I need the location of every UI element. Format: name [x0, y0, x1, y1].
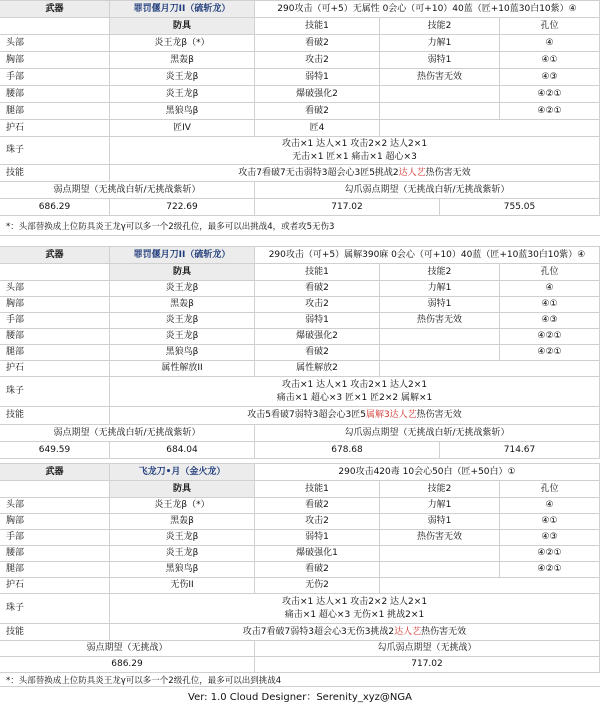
arms-skill1: 弱特1	[255, 530, 380, 546]
head-skill2: 力解1	[380, 281, 500, 297]
head-armor: 炎王龙β	[110, 281, 255, 297]
chest-skill1: 攻击2	[255, 52, 380, 69]
arms-armor: 炎王龙β	[110, 313, 255, 329]
skills-extra: 热伤害无效	[416, 410, 462, 420]
skill1-header: 技能1	[255, 18, 380, 35]
charm-blank	[380, 361, 600, 377]
arms-armor: 炎王龙β	[110, 530, 255, 546]
arms-skill2: 热伤害无效	[380, 69, 500, 86]
arms-label: 手部	[0, 530, 110, 546]
chest-armor: 黑轰β	[110, 297, 255, 313]
expectation-value: 717.02	[255, 657, 600, 673]
expectation-label-b: 勾爪弱点期望（无挑战白斩/无挑战紫斩）	[255, 182, 600, 199]
deco-line-2: 无击×1 匠×1 痛击×1 超心×3	[292, 151, 417, 162]
weapon-name: 罪罚偃月刀II（硫斩龙）	[110, 246, 255, 264]
deco-list	[110, 377, 600, 407]
head-skill2: 力解1	[380, 498, 500, 514]
deco-list	[110, 137, 600, 165]
header-blank	[0, 18, 110, 35]
header-blank	[0, 481, 110, 498]
waist-skill1: 爆破强化2	[255, 86, 380, 103]
chest-armor: 黑轰β	[110, 514, 255, 530]
armor-header: 防具	[110, 264, 255, 281]
weapon-stats: 290攻击（可+5）属解390麻 0会心（可+10）40蓝（匠+10蓝30白10紫）④	[255, 246, 600, 264]
head-label: 头部	[0, 498, 110, 514]
expectation-value: 686.29	[0, 657, 255, 673]
expectation-label-b: 勾爪弱点期望（无挑战白斩/无挑战紫斩）	[255, 425, 600, 442]
head-armor: 炎王龙β（*）	[110, 35, 255, 52]
legs-slots: ④②①	[500, 345, 600, 361]
expectation-value: 686.29	[0, 199, 110, 216]
weapon-label: 武器	[0, 0, 110, 18]
arms-skill1: 弱特1	[255, 313, 380, 329]
deco-line-1: 攻击×1 达人×1 攻击2×2 达人2×1	[281, 138, 428, 149]
skills-summary	[110, 407, 600, 425]
build-section-1	[0, 0, 600, 232]
skills-highlight: 达人艺	[394, 626, 422, 637]
expectation-label-a: 弱点期望（无挑战）	[0, 641, 255, 657]
weapon-stats: 290攻击420毒 10会心50白（匠+50白）①	[255, 463, 600, 481]
charm-skill: 属性解放2	[255, 361, 380, 377]
skills-main: 攻击7看破7弱特3超会心3无伤3挑战2	[242, 626, 395, 637]
chest-skill2: 弱特1	[380, 52, 500, 69]
arms-skill2: 热伤害无效	[380, 313, 500, 329]
charm-label: 护石	[0, 361, 110, 377]
head-skill1: 看破2	[255, 498, 380, 514]
chest-label: 胸部	[0, 52, 110, 69]
armor-header: 防具	[110, 18, 255, 35]
slots-header: 孔位	[500, 18, 600, 35]
arms-label: 手部	[0, 69, 110, 86]
arms-armor: 炎王龙β	[110, 69, 255, 86]
arms-skill2: 热伤害无效	[380, 530, 500, 546]
arms-slots: ④③	[500, 530, 600, 546]
version-credit: Ver: 1.0 Cloud Designer：Serenity_xyz@NGA	[188, 691, 412, 703]
footnote: *：头部替换成上位防具炎王龙γ可以多一个2级孔位，最多可以出到挑战4	[0, 673, 600, 687]
chest-skill2: 弱特1	[380, 297, 500, 313]
legs-label: 腿部	[0, 345, 110, 361]
weapon-name: 罪罚偃月刀II（硫斩龙）	[110, 0, 255, 18]
charm-blank	[380, 578, 600, 594]
skill2-header: 技能2	[380, 18, 500, 35]
expectation-value: 722.69	[110, 199, 255, 216]
waist-label: 腰部	[0, 546, 110, 562]
legs-skill2	[380, 345, 500, 361]
footnote: *：头部替换成上位防具炎王龙γ可以多一个2级孔位，最多可以出挑战4，或者攻5无伤3	[0, 216, 600, 236]
waist-skill2	[380, 86, 500, 103]
arms-slots: ④③	[500, 313, 600, 329]
legs-skill1: 看破2	[255, 103, 380, 120]
skill2-header: 技能2	[380, 264, 500, 281]
weapon-stats: 290攻击（可+5）无属性 0会心（可+10）40蓝（匠+10蓝30白10紫）④	[255, 0, 600, 18]
waist-slots: ④②①	[500, 329, 600, 345]
head-slots: ④	[500, 281, 600, 297]
waist-label: 腰部	[0, 329, 110, 345]
waist-skill1: 爆破强化1	[255, 546, 380, 562]
skills-summary	[110, 165, 600, 182]
arms-label: 手部	[0, 313, 110, 329]
deco-line-1: 攻击×1 达人×1 攻击2×1 达人2×1	[281, 379, 428, 390]
skills-main: 攻击5看破7弱特3超会心3匠5	[247, 410, 366, 420]
skills-extra: 热伤害无效	[425, 167, 471, 178]
chest-slots: ④①	[500, 297, 600, 313]
chest-label: 胸部	[0, 297, 110, 313]
chest-armor: 黑轰β	[110, 52, 255, 69]
waist-armor: 炎王龙β	[110, 86, 255, 103]
head-label: 头部	[0, 281, 110, 297]
slots-header: 孔位	[500, 481, 600, 498]
head-skill1: 看破2	[255, 35, 380, 52]
head-slots: ④	[500, 35, 600, 52]
legs-armor: 黑狼鸟β	[110, 562, 255, 578]
expectation-value: 684.04	[110, 442, 255, 459]
skills-label: 技能	[0, 165, 110, 182]
legs-skill2	[380, 103, 500, 120]
legs-skill1: 看破2	[255, 345, 380, 361]
skills-main: 攻击7看破7无击弱特3超会心3匠5挑战2	[238, 167, 399, 178]
chest-skill2: 弱特1	[380, 514, 500, 530]
charm-name: 匠IV	[110, 120, 255, 137]
skills-label: 技能	[0, 624, 110, 641]
weapon-name: 飞龙刀•月（金火龙）	[110, 463, 255, 481]
waist-slots: ④②①	[500, 86, 600, 103]
chest-label: 胸部	[0, 514, 110, 530]
head-slots: ④	[500, 498, 600, 514]
expectation-value: 755.05	[440, 199, 600, 216]
deco-line-2: 痛击×1 超心×3 无伤×1 挑战2×1	[284, 609, 425, 620]
head-armor: 炎王龙β（*）	[110, 498, 255, 514]
head-skill2: 力解1	[380, 35, 500, 52]
build-section-2	[0, 246, 600, 456]
deco-line-2: 痛击×1 超心×3 匠×1 匠2×2 属解×1	[276, 392, 433, 403]
armor-header: 防具	[110, 481, 255, 498]
waist-skill2	[380, 546, 500, 562]
charm-name: 无伤II	[110, 578, 255, 594]
skills-summary	[110, 624, 600, 641]
chest-slots: ④①	[500, 514, 600, 530]
arms-skill1: 弱特1	[255, 69, 380, 86]
charm-label: 护石	[0, 120, 110, 137]
charm-blank	[380, 120, 600, 137]
charm-label: 护石	[0, 578, 110, 594]
deco-label: 珠子	[0, 594, 110, 624]
expectation-value: 714.67	[440, 442, 600, 459]
deco-list	[110, 594, 600, 624]
charm-name: 属性解放II	[110, 361, 255, 377]
waist-armor: 炎王龙β	[110, 329, 255, 345]
skills-label: 技能	[0, 407, 110, 425]
chest-skill1: 攻击2	[255, 297, 380, 313]
weapon-label: 武器	[0, 463, 110, 481]
legs-skill1: 看破2	[255, 562, 380, 578]
deco-label: 珠子	[0, 137, 110, 165]
legs-slots: ④②①	[500, 103, 600, 120]
legs-armor: 黑狼鸟β	[110, 345, 255, 361]
chest-slots: ④①	[500, 52, 600, 69]
header-blank	[0, 264, 110, 281]
skill1-header: 技能1	[255, 264, 380, 281]
charm-skill: 匠4	[255, 120, 380, 137]
legs-armor: 黑狼鸟β	[110, 103, 255, 120]
deco-line-1: 攻击×1 达人×1 攻击2×2 达人2×1	[281, 596, 428, 607]
skill1-header: 技能1	[255, 481, 380, 498]
waist-skill2	[380, 329, 500, 345]
expectation-label-b: 勾爪弱点期望（无挑战）	[255, 641, 600, 657]
legs-label: 腿部	[0, 562, 110, 578]
legs-slots: ④②①	[500, 562, 600, 578]
weapon-label: 武器	[0, 246, 110, 264]
head-label: 头部	[0, 35, 110, 52]
waist-skill1: 爆破强化2	[255, 329, 380, 345]
waist-armor: 炎王龙β	[110, 546, 255, 562]
legs-label: 腿部	[0, 103, 110, 120]
expectation-value: 649.59	[0, 442, 110, 459]
skill2-header: 技能2	[380, 481, 500, 498]
skills-extra: 热伤害无效	[421, 626, 467, 637]
waist-label: 腰部	[0, 86, 110, 103]
skills-highlight: 达人艺	[398, 167, 426, 178]
charm-skill: 无伤2	[255, 578, 380, 594]
deco-label: 珠子	[0, 377, 110, 407]
expectation-label-a: 弱点期望（无挑战白斩/无挑战紫斩）	[0, 182, 255, 199]
waist-slots: ④②①	[500, 546, 600, 562]
expectation-label-a: 弱点期望（无挑战白斩/无挑战紫斩）	[0, 425, 255, 442]
legs-skill2	[380, 562, 500, 578]
expectation-value: 717.02	[255, 199, 440, 216]
skills-highlight: 属解3达人艺	[365, 410, 417, 420]
head-skill1: 看破2	[255, 281, 380, 297]
chest-skill1: 攻击2	[255, 514, 380, 530]
arms-slots: ④③	[500, 69, 600, 86]
expectation-value: 678.68	[255, 442, 440, 459]
build-section-3	[0, 463, 600, 685]
slots-header: 孔位	[500, 264, 600, 281]
